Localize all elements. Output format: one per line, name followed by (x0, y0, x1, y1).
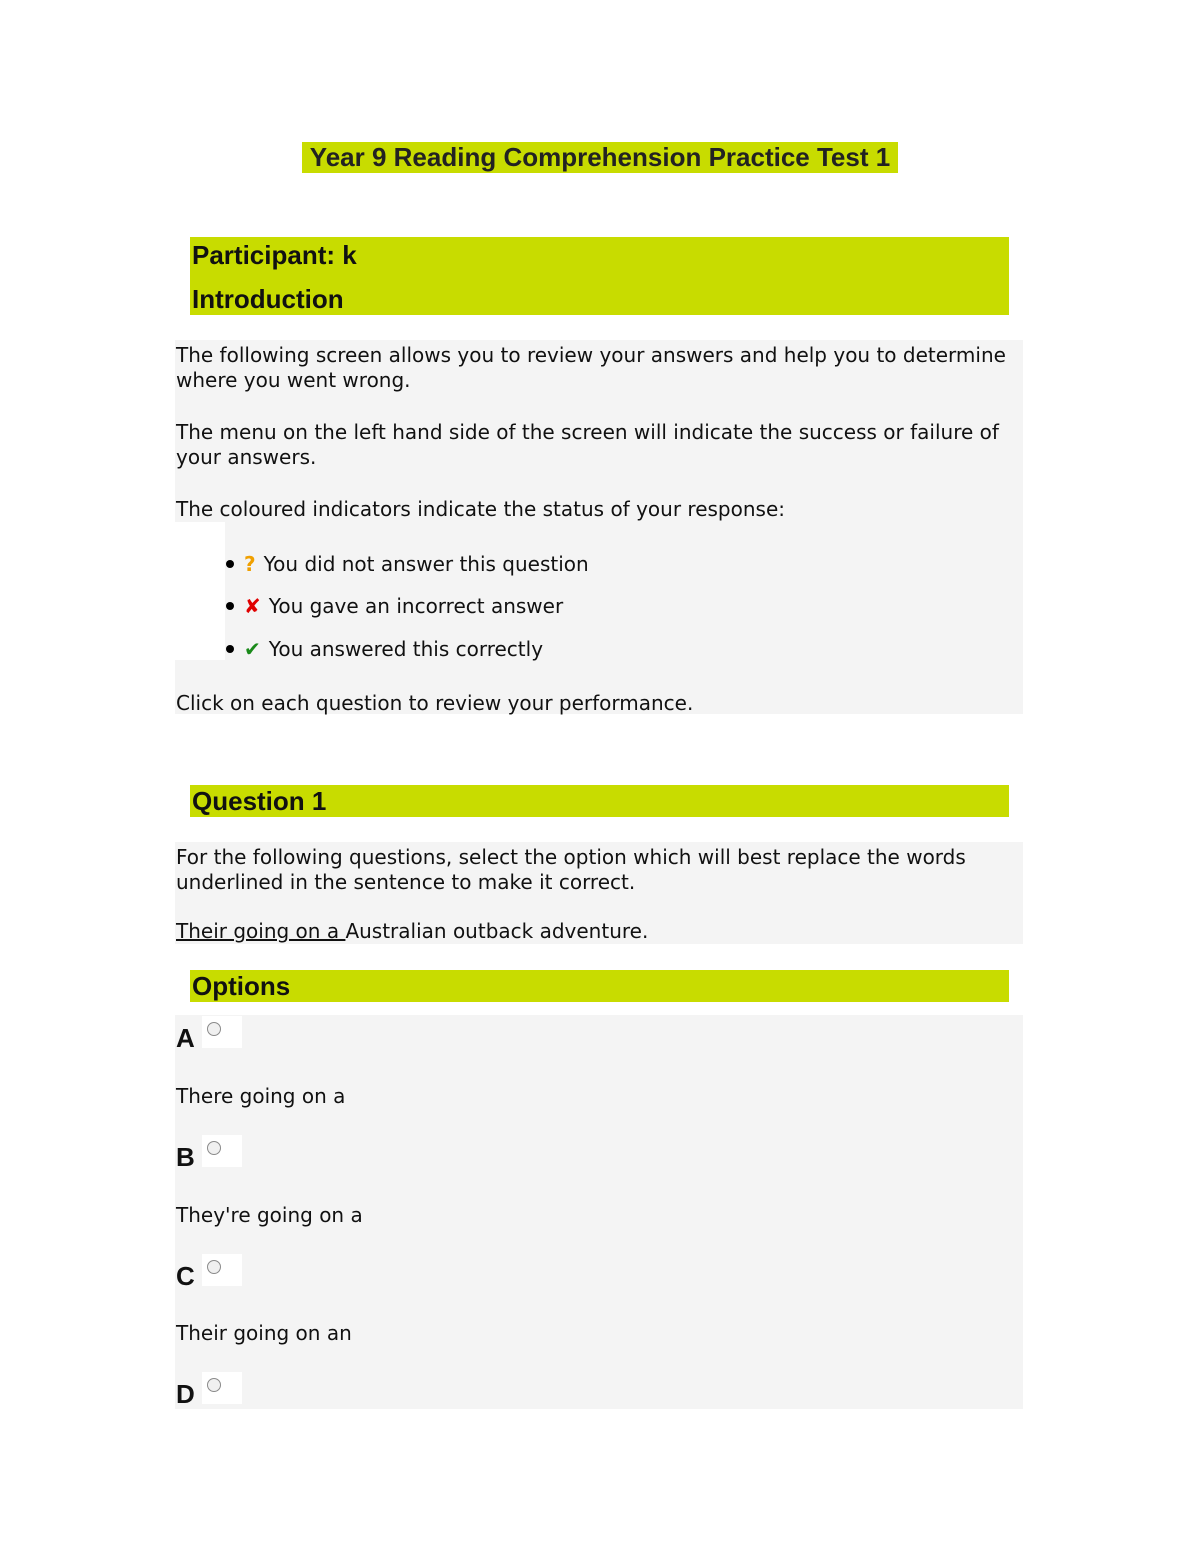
question-instruction: For the following questions, select the option which will best replace the words underlined in the sentence to make it correct. (176, 845, 966, 894)
option-c-letter: C (176, 1261, 195, 1291)
option-d-radio-box[interactable] (202, 1372, 242, 1404)
radio-button-icon[interactable] (207, 1141, 221, 1155)
option-b-radio-box[interactable] (202, 1135, 242, 1167)
bullet-incorrect: ✘ You gave an incorrect answer (226, 594, 563, 619)
question-heading: Question 1 (192, 786, 327, 816)
intro-paragraph-2: The menu on the left hand side of the screen will indicate the success or failure of your answers. (176, 420, 999, 469)
option-c-text: Their going on an (176, 1321, 352, 1345)
bullet-unanswered: ? You did not answer this question (226, 552, 589, 577)
option-a-letter: A (176, 1023, 195, 1053)
option-a-text: There going on a (176, 1084, 346, 1108)
bullet-dot-icon (226, 560, 234, 568)
check-icon: ✔ (244, 637, 261, 661)
bullet-dot-icon (226, 602, 234, 610)
radio-button-icon[interactable] (207, 1378, 221, 1392)
option-b-letter: B (176, 1142, 195, 1172)
intro-heading: Introduction (192, 284, 344, 314)
radio-button-icon[interactable] (207, 1022, 221, 1036)
option-d-letter: D (176, 1379, 195, 1409)
option-a-radio-box[interactable] (202, 1016, 242, 1048)
option-c-radio-box[interactable] (202, 1254, 242, 1286)
question-header (190, 785, 1009, 817)
participant-label: Participant: k (192, 240, 357, 270)
participant-header (190, 237, 1009, 315)
intro-paragraph-1: The following screen allows you to review your answers and help you to determine where you went wrong. (176, 343, 1006, 392)
options-header (190, 970, 1009, 1002)
intro-paragraph-3: The coloured indicators indicate the status of your response: (176, 497, 785, 521)
cross-icon: ✘ (244, 594, 261, 618)
underlined-phrase: Their going on a (176, 919, 346, 943)
question-sentence: Their going on a Australian outback adventure. (176, 919, 649, 943)
bullet-correct: ✔ You answered this correctly (226, 637, 543, 662)
options-heading: Options (192, 971, 291, 1001)
intro-paragraph-4: Click on each question to review your performance. (176, 691, 694, 715)
bullet-dot-icon (226, 645, 234, 653)
page-title: Year 9 Reading Comprehension Practice Test 1 (302, 142, 898, 173)
bullets-gutter (175, 522, 225, 660)
radio-button-icon[interactable] (207, 1260, 221, 1274)
question-mark-icon: ? (244, 552, 256, 576)
option-b-text: They're going on a (176, 1203, 363, 1227)
